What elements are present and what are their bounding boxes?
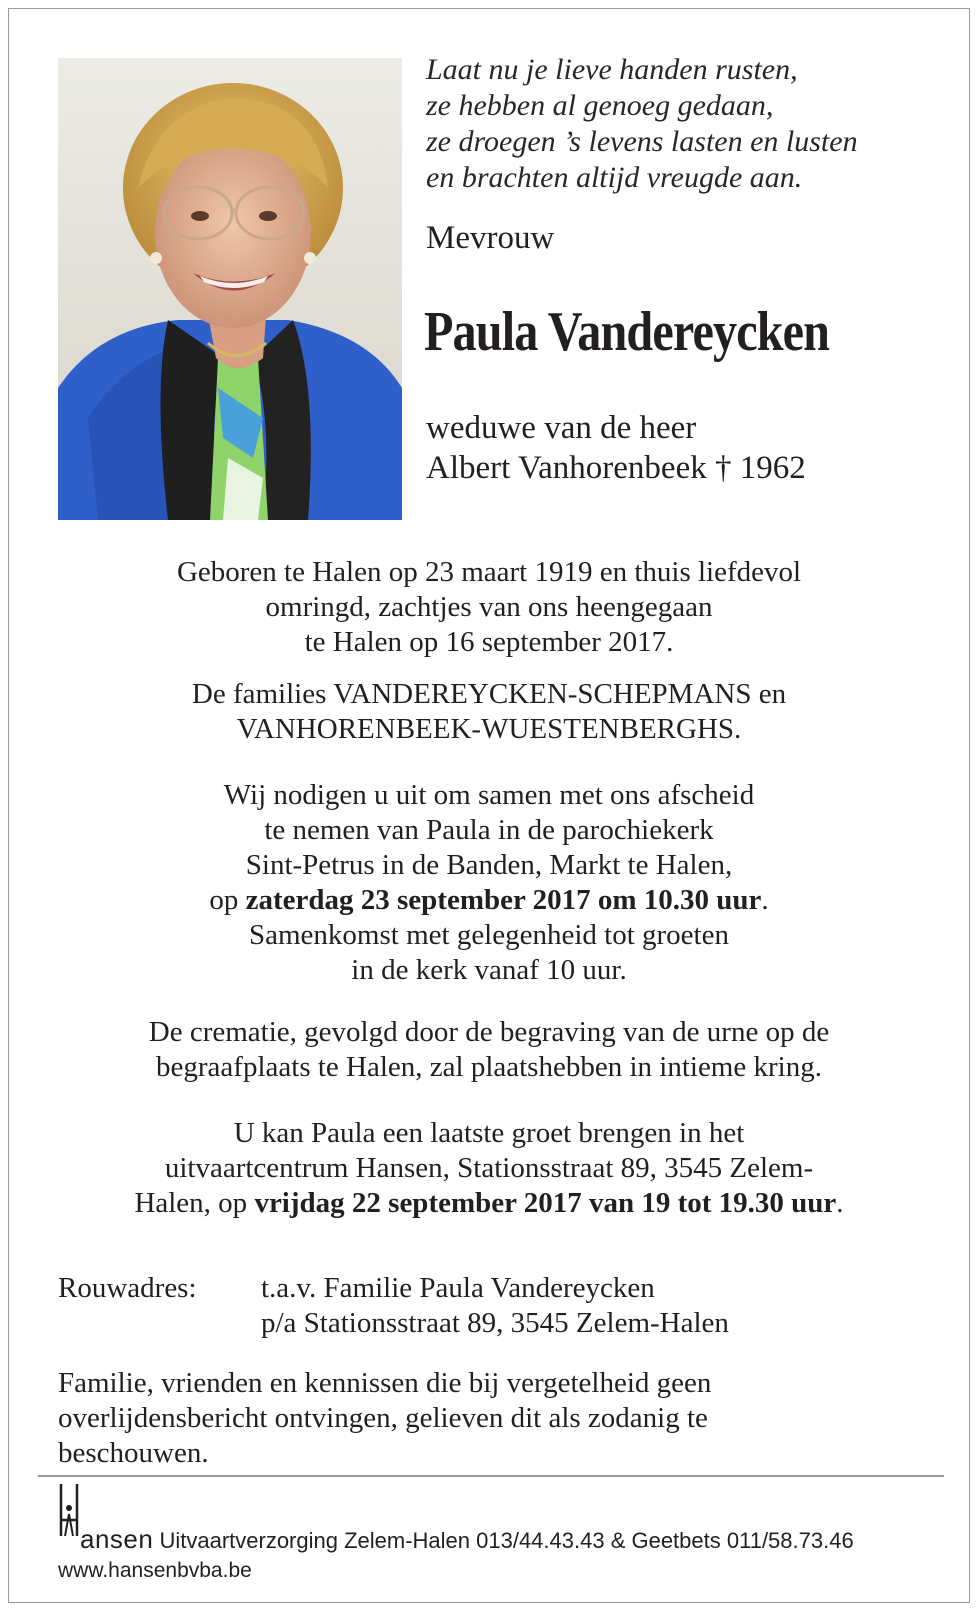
invitation-line: in de kerk vanaf 10 uur.: [351, 954, 627, 986]
footer-website-link[interactable]: www.hansenbvba.be: [58, 1559, 252, 1582]
closing-line: Familie, vrienden en kennissen die bij vergetelheid geen: [58, 1367, 712, 1399]
salutation: Mevrouw: [426, 220, 555, 256]
families-paragraph: [58, 677, 920, 747]
poem-line: Laat nu je lieve handen rusten,: [426, 53, 798, 86]
invitation-line: te nemen van Paula in de parochiekerk: [264, 814, 714, 846]
invitation-line: Sint-Petrus in de Banden, Markt te Halen,: [245, 849, 733, 881]
families-line: De families VANDEREYCKEN-SCHEPMANS en: [191, 678, 787, 710]
cremation-line: begraafplaats te Halen, zal plaatshebben in intieme kring.: [156, 1051, 822, 1083]
address-line: t.a.v. Familie Paula Vandereycken: [261, 1272, 655, 1304]
poem: [426, 52, 858, 196]
visit-date-prefix: Halen, op: [134, 1187, 255, 1219]
invitation-date-suffix: .: [761, 884, 769, 916]
poem-line: ze droegen ’s levens lasten en lusten: [426, 125, 858, 158]
visit-date-time: vrijdag 22 september 2017 van 19 tot 19.30 uur: [254, 1187, 837, 1219]
visit-line: uitvaartcentrum Hansen, Stationsstraat 89, 3545 Zelem-: [164, 1152, 814, 1184]
closing-line: overlijdensbericht ontvingen, gelieven dit als zodanig te: [58, 1402, 708, 1434]
families-line: VANHORENBEEK-WUESTENBERGHS.: [236, 713, 742, 745]
visit-paragraph: [58, 1116, 920, 1221]
funeral-date-time: zaterdag 23 september 2017 om 10.30 uur: [245, 884, 762, 916]
footer-contact: Uitvaartverzorging Zelem-Halen 013/44.43.43 & Geetbets 011/58.73.46: [153, 1528, 854, 1553]
invitation-date-line: [58, 883, 920, 918]
invitation-line: Wij nodigen u uit om samen met ons afscheid: [223, 779, 755, 811]
birth-line: Geboren te Halen op 23 maart 1919 en thuis liefdevol: [176, 556, 802, 588]
footer-divider: [38, 1475, 944, 1477]
footer-brand: ansen: [80, 1524, 154, 1554]
birth-paragraph: [58, 555, 920, 660]
address-value: [261, 1271, 729, 1341]
closing-paragraph: [58, 1366, 920, 1471]
invitation-date-prefix: op: [209, 884, 246, 916]
widow-line: Albert Vanhorenbeek † 1962: [426, 450, 806, 486]
visit-line: U kan Paula een laatste groet brengen in het: [233, 1117, 745, 1149]
poem-line: ze hebben al genoeg gedaan,: [426, 89, 774, 122]
visit-date-suffix: .: [836, 1187, 844, 1219]
address-line: p/a Stationsstraat 89, 3545 Zelem-Halen: [261, 1307, 729, 1339]
birth-line: te Halen op 16 september 2017.: [304, 626, 674, 658]
poem-line: en brachten altijd vreugde aan.: [426, 161, 803, 194]
address-label: Rouwadres:: [58, 1272, 197, 1304]
cremation-paragraph: [58, 1015, 920, 1085]
birth-line: omringd, zachtjes van ons heengegaan: [265, 591, 713, 623]
widow-line: weduwe van de heer: [426, 410, 697, 446]
portrait-illustration: [58, 58, 402, 520]
invitation-paragraph: [58, 778, 920, 988]
deceased-name: Paula Vandereycken: [424, 301, 830, 363]
invitation-line: Samenkomst met gelegenheid tot groeten: [249, 919, 729, 951]
cremation-line: De crematie, gevolgd door de begraving van de urne op de: [148, 1016, 830, 1048]
footer-funeral-home: [58, 1524, 854, 1555]
visit-date-line: [58, 1186, 920, 1221]
widow-info: [426, 408, 806, 488]
portrait-photo: [58, 58, 402, 520]
closing-line: beschouwen.: [58, 1437, 209, 1469]
